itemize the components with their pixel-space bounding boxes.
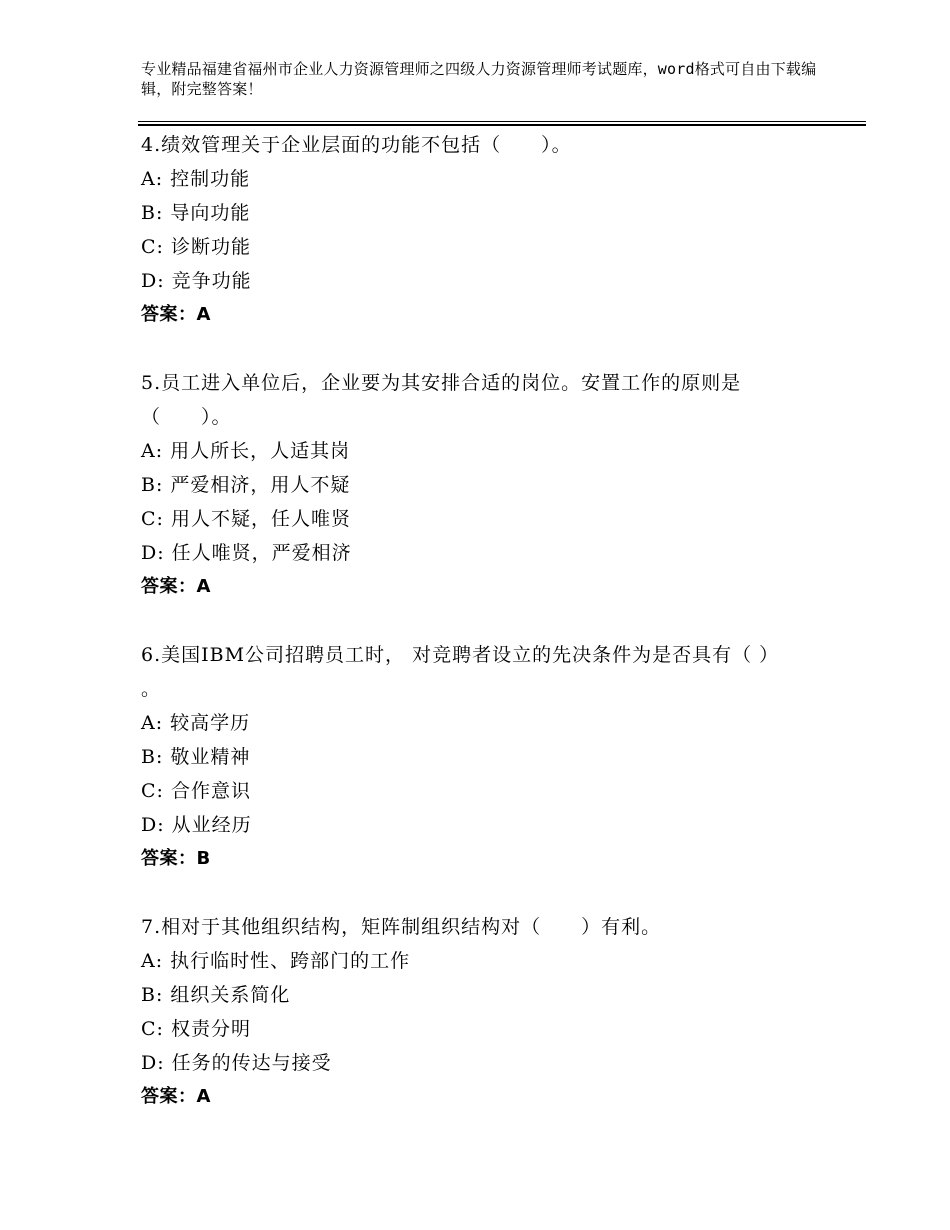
question-stem: 5.员工进入单位后，企业要为其安排合适的岗位。安置工作的原则是（ ）。	[141, 372, 742, 428]
option-c: C: 用人不疑，任人唯贤	[141, 508, 351, 530]
option-a: A: 执行临时性、跨部门的工作	[141, 950, 411, 972]
answer-line: 答案：A	[141, 1086, 211, 1107]
option-d: D: 任人唯贤，严爱相济	[141, 542, 352, 564]
option-d: D: 任务的传达与接受	[141, 1052, 332, 1074]
answer-line: 答案：A	[141, 304, 211, 325]
option-c: C: 合作意识	[141, 780, 251, 802]
option-b: B: 敬业精神	[141, 746, 251, 768]
question-5	[141, 366, 821, 604]
question-6	[141, 638, 821, 876]
option-d: D: 竞争功能	[141, 270, 252, 292]
header-divider-thin	[138, 121, 866, 122]
question-stem: 7.相对于其他组织结构，矩阵制组织结构对（ ）有利。	[141, 916, 662, 938]
option-a: A: 控制功能	[141, 168, 251, 190]
option-c: C: 诊断功能	[141, 236, 251, 258]
option-a: A: 较高学历	[141, 712, 251, 734]
option-a: A: 用人所长，人适其岗	[141, 440, 351, 462]
option-b: B: 严爱相济，用人不疑	[141, 474, 351, 496]
answer-line: 答案：B	[141, 848, 211, 869]
option-c: C: 权责分明	[141, 1018, 251, 1040]
question-list	[141, 128, 821, 1114]
question-stem: 4.绩效管理关于企业层面的功能不包括（ ）。	[141, 134, 572, 156]
option-b: B: 导向功能	[141, 202, 251, 224]
option-b: B: 组织关系简化	[141, 984, 291, 1006]
question-7	[141, 910, 821, 1114]
header-divider-thick	[138, 124, 866, 126]
option-d: D: 从业经历	[141, 814, 252, 836]
answer-line: 答案：A	[141, 576, 211, 597]
document-header: 专业精品福建省福州市企业人力资源管理师之四级人力资源管理师考试题库，word格式可自由下载编辑，附完整答案！	[141, 60, 817, 98]
question-stem: 6.美国IBM公司招聘员工时， 对竞聘者设立的先决条件为是否具有（ ） 。	[141, 644, 787, 700]
question-4	[141, 128, 821, 332]
